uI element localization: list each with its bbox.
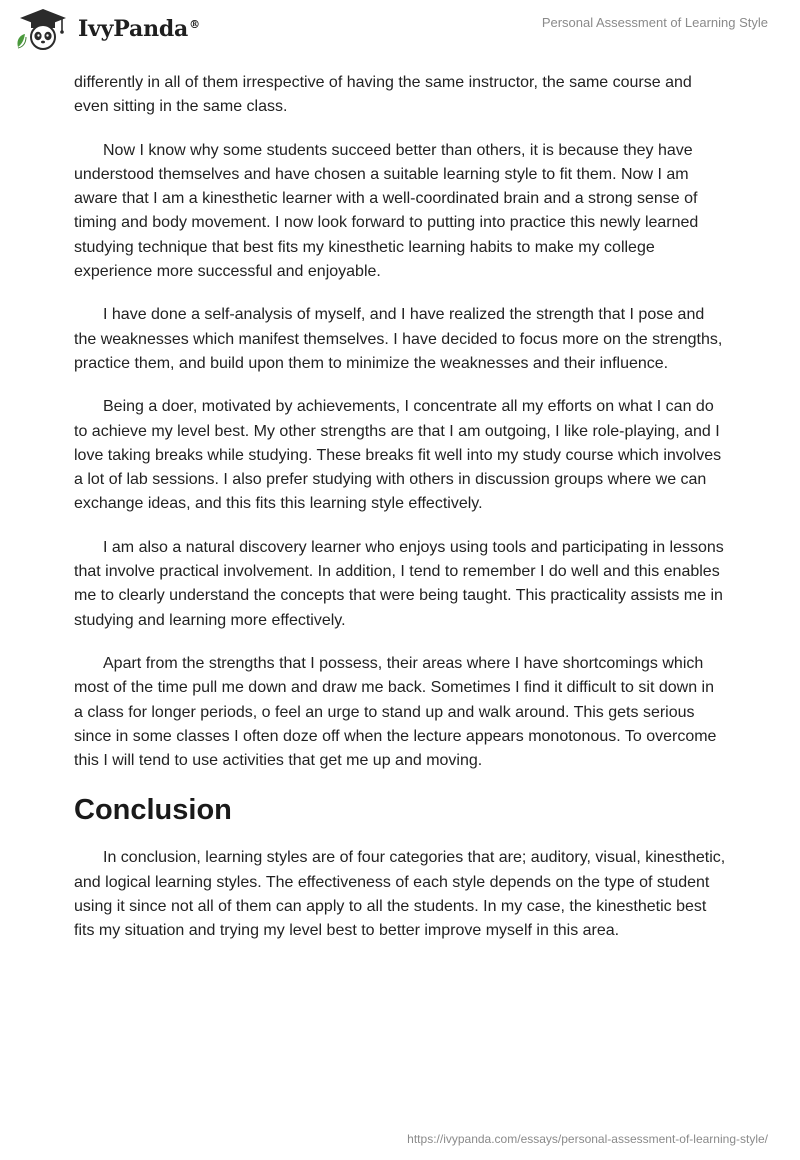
brand-text: IvyPanda	[78, 16, 189, 42]
paragraph: Now I know why some students succeed better than others, it is because they have understood themselves and have chosen a suitable learning style to fit them. Now I am aware that I am a kinesthetic learner with a well-coordinated brain and a strong sense of timing and body movement. I now look forward to putting into practice this newly learned studying technique that best fits my kinesthetic learning habits to make my college experience more successful and enjoyable.	[74, 141, 699, 281]
paragraph: Being a doer, motivated by achievements, I concentrate all my efforts on what I can do to achieve my level best. My other strengths are that I am outgoing, I like role-playing, and I love taking breaks while studying. These breaks fit well into my study course which involves a lot of lab sessions. I also prefer studying with others in discussion groups where we can exchange ideas, and this fits this learning style effectively.	[74, 398, 722, 513]
paragraph: I have done a self-analysis of myself, and I have realized the strength that I pose and the weaknesses which manifest themselves. I have decided to focus more on the strengths, practice them, and build upon them to minimize the weaknesses and their influence.	[74, 306, 723, 372]
panda-logo-icon	[14, 7, 72, 51]
conclusion-heading: Conclusion	[74, 794, 232, 827]
logo[interactable]	[14, 7, 200, 51]
brand-name	[78, 16, 200, 42]
essay-body	[74, 71, 726, 963]
registered-mark: ®	[189, 17, 200, 31]
source-url[interactable]: https://ivypanda.com/essays/personal-assessment-of-learning-style/	[407, 1132, 768, 1146]
document-title: Personal Assessment of Learning Style	[541, 15, 768, 30]
conclusion-paragraph: In conclusion, learning styles are of four categories that are; auditory, visual, kinesthetic, and logical learning styles. The effectiveness of each style depends on the type of student using it since not all of them can apply to all the students. In my case, the kinesthetic best fits my situation and trying my level best to better improve myself in this area.	[74, 849, 726, 940]
paragraph: Apart from the strengths that I possess, their areas where I have shortcomings which most of the time pull me down and draw me back. Sometimes I find it difficult to sit down in a class for longer periods, o feel an urge to stand up and walk around. This gets serious since in some classes I often doze off when the lecture appears monotonous. To overcome this I will tend to use activities that get me up and moving.	[74, 654, 717, 770]
paragraph: I am also a natural discovery learner who enjoys using tools and participating in lessons that involve practical involvement. In addition, I tend to remember I do well and this enables me to clearly understand the concepts that were being taught. This practicality assists me in studying and learning more effectively.	[74, 538, 724, 629]
page-header	[0, 0, 800, 60]
paragraph: differently in all of them irrespective of having the same instructor, the same course and even sitting in the same class.	[74, 74, 692, 116]
